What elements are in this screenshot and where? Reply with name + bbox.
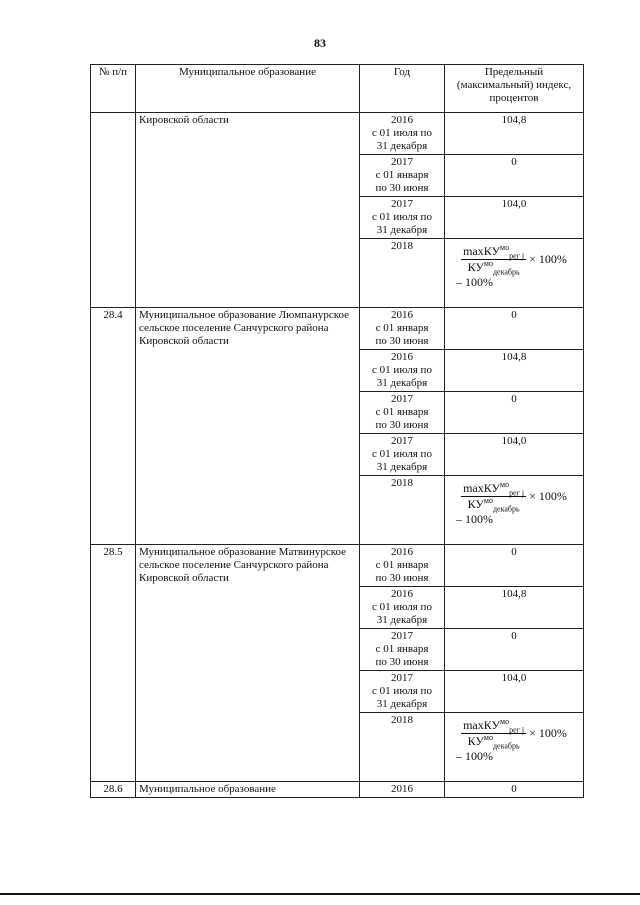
- index-cell: 0: [445, 629, 584, 671]
- index-cell: 104,8: [445, 113, 584, 155]
- formula-num-sub: рег j: [509, 488, 525, 498]
- year-cell: 2017 с 01 июля по 31 декабря: [360, 434, 445, 476]
- formula-den-sub: декабрь: [492, 741, 520, 751]
- index-cell: 104,8: [445, 350, 584, 392]
- index-cell: 0: [445, 782, 584, 798]
- formula-den-sub: декабрь: [492, 504, 520, 514]
- formula-numerator: [461, 719, 526, 734]
- table-row: [91, 545, 584, 587]
- year-cell: 2017 с 01 июля по 31 декабря: [360, 197, 445, 239]
- formula-den-sup: мо: [483, 259, 493, 268]
- municipality-name: Муниципальное образование Матвинурское сельское поселение Санчурского района Кировской области: [139, 546, 347, 584]
- formula-num-sup: мо: [500, 717, 510, 726]
- row-number: [91, 113, 136, 308]
- municipality-name: Муниципальное образование Люмпанурское сельское поселение Санчурского района Кировской области: [139, 309, 350, 347]
- table-row: [91, 113, 584, 155]
- year-cell: 2018: [360, 476, 445, 545]
- formula-multiplier: × 100%: [529, 252, 567, 266]
- year-cell: 2017 с 01 января по 30 июня: [360, 629, 445, 671]
- year-cell: 2016 с 01 июля по 31 декабря: [360, 350, 445, 392]
- index-cell: 0: [445, 545, 584, 587]
- year-cell: 2016 с 01 января по 30 июня: [360, 545, 445, 587]
- row-number: 28.4: [91, 308, 136, 545]
- table-body: [91, 113, 584, 798]
- header-num: № п/п: [91, 65, 136, 113]
- formula-denominator: [466, 496, 522, 514]
- formula-multiplier: × 100%: [529, 489, 567, 503]
- year-cell: 2016: [360, 782, 445, 798]
- index-cell: 104,0: [445, 671, 584, 713]
- formula-num-sub: рег j: [509, 251, 525, 261]
- formula-minus: – 100%: [456, 749, 493, 763]
- formula-numerator: [461, 245, 526, 260]
- bottom-rule: [0, 893, 640, 895]
- formula-den-base: КУ: [467, 497, 484, 511]
- year-cell: 2017 с 01 января по 30 июня: [360, 155, 445, 197]
- formula-denominator: [466, 259, 522, 277]
- municipality-cell: [136, 545, 360, 782]
- index-cell: 0: [445, 308, 584, 350]
- page-number: 83: [314, 36, 326, 50]
- formula-den-base: КУ: [467, 260, 484, 274]
- index-cell: 0: [445, 155, 584, 197]
- formula-minus: – 100%: [456, 275, 493, 289]
- formula: [448, 714, 580, 763]
- index-cell: [445, 239, 584, 308]
- municipality-cell: [136, 782, 360, 798]
- header-year: Год: [360, 65, 445, 113]
- table-row: [91, 308, 584, 350]
- year-cell: 2016 с 01 июля по 31 декабря: [360, 587, 445, 629]
- year-cell: 2017 с 01 июля по 31 декабря: [360, 671, 445, 713]
- municipality-cell: [136, 308, 360, 545]
- municipality-name: Муниципальное образование: [139, 783, 276, 795]
- formula-den-sup: мо: [483, 496, 493, 505]
- index-cell: 0: [445, 392, 584, 434]
- index-cell: [445, 713, 584, 782]
- table-header-row: [91, 65, 584, 113]
- row-number: 28.5: [91, 545, 136, 782]
- index-cell: 104,0: [445, 197, 584, 239]
- row-number: 28.6: [91, 782, 136, 798]
- formula-fraction: [461, 717, 526, 751]
- formula-num-base: maxКУ: [463, 244, 501, 258]
- formula-num-sup: мо: [500, 243, 510, 252]
- municipality-name: Кировской области: [139, 114, 229, 126]
- index-cell: 104,0: [445, 434, 584, 476]
- header-municipality: Муниципальное образование: [136, 65, 360, 113]
- formula-numerator: [461, 482, 526, 497]
- formula-fraction: [461, 480, 526, 514]
- formula-num-sup: мо: [500, 480, 510, 489]
- year-cell: 2018: [360, 713, 445, 782]
- year-cell: 2018: [360, 239, 445, 308]
- formula: [448, 477, 580, 526]
- tariff-index-table: [90, 64, 584, 798]
- formula: [448, 240, 580, 289]
- formula-denominator: [466, 733, 522, 751]
- year-cell: 2016 с 01 июля по 31 декабря: [360, 113, 445, 155]
- formula-den-base: КУ: [467, 734, 484, 748]
- formula-num-sub: рег j: [509, 725, 525, 735]
- formula-multiplier: × 100%: [529, 726, 567, 740]
- formula-minus: – 100%: [456, 512, 493, 526]
- municipality-cell: [136, 113, 360, 308]
- formula-den-sub: декабрь: [492, 267, 520, 277]
- formula-den-sup: мо: [483, 733, 493, 742]
- index-cell: [445, 476, 584, 545]
- year-cell: 2016 с 01 января по 30 июня: [360, 308, 445, 350]
- index-cell: 104,8: [445, 587, 584, 629]
- year-cell: 2017 с 01 января по 30 июня: [360, 392, 445, 434]
- formula-num-base: maxКУ: [463, 718, 501, 732]
- header-index: Предельный (максимальный) индекс, процентов: [445, 65, 584, 113]
- formula-num-base: maxКУ: [463, 481, 501, 495]
- formula-fraction: [461, 243, 526, 277]
- table-row: [91, 782, 584, 798]
